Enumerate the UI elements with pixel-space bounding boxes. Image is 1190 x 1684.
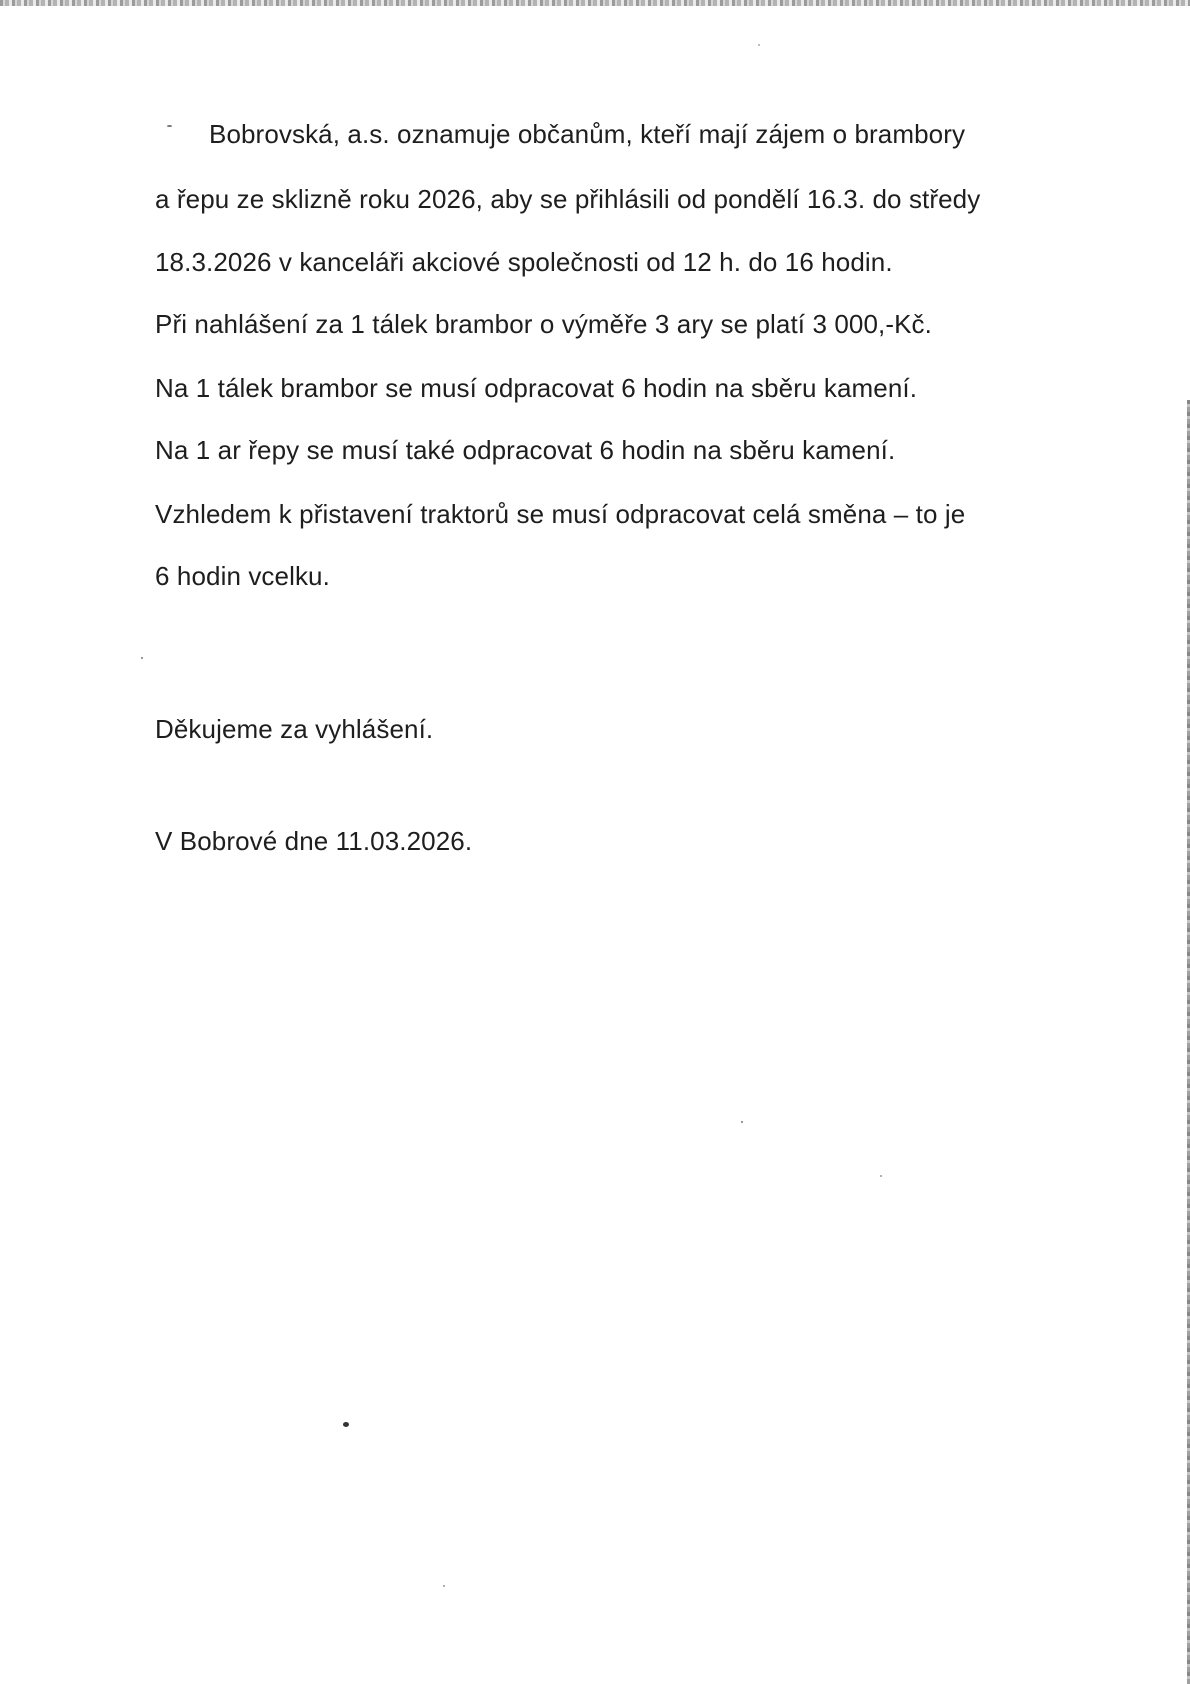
scan-speck [343, 1422, 349, 1427]
paragraph-line-4: Při nahlášení za 1 tálek brambor o výměře 3 ary se platí 3 000,-Kč. [155, 309, 932, 339]
scan-speck [443, 1585, 445, 1587]
scan-top-edge [0, 0, 1190, 6]
paragraph-line-8: 6 hodin vcelku. [155, 561, 330, 591]
paragraph-line-5: Na 1 tálek brambor se musí odpracovat 6 hodin na sběru kamení. [155, 373, 918, 403]
paragraph-line-6: Na 1 ar řepy se musí také odpracovat 6 hodin na sběru kamení. [155, 435, 896, 465]
paragraph-line-2: a řepu ze sklizně roku 2026, aby se přihlásili od pondělí 16.3. do středy [155, 184, 981, 214]
thanks-line: Děkujeme za vyhlášení. [155, 714, 434, 744]
paragraph-line-1: Bobrovská, a.s. oznamuje občanům, kteří mají zájem o brambory [209, 119, 966, 149]
place-date-line: V Bobrové dne 11.03.2026. [155, 826, 473, 856]
paragraph-line-7: Vzhledem k přistavení traktorů se musí odpracovat celá směna – to je [155, 499, 966, 529]
scan-speck [880, 1175, 882, 1177]
paragraph-line-3: 18.3.2026 v kanceláři akciové společnosti od 12 h. do 16 hodin. [155, 247, 893, 277]
scan-speck [758, 44, 760, 46]
scan-speck [741, 1121, 743, 1123]
scan-speck [141, 657, 143, 659]
scan-speck [167, 125, 172, 127]
